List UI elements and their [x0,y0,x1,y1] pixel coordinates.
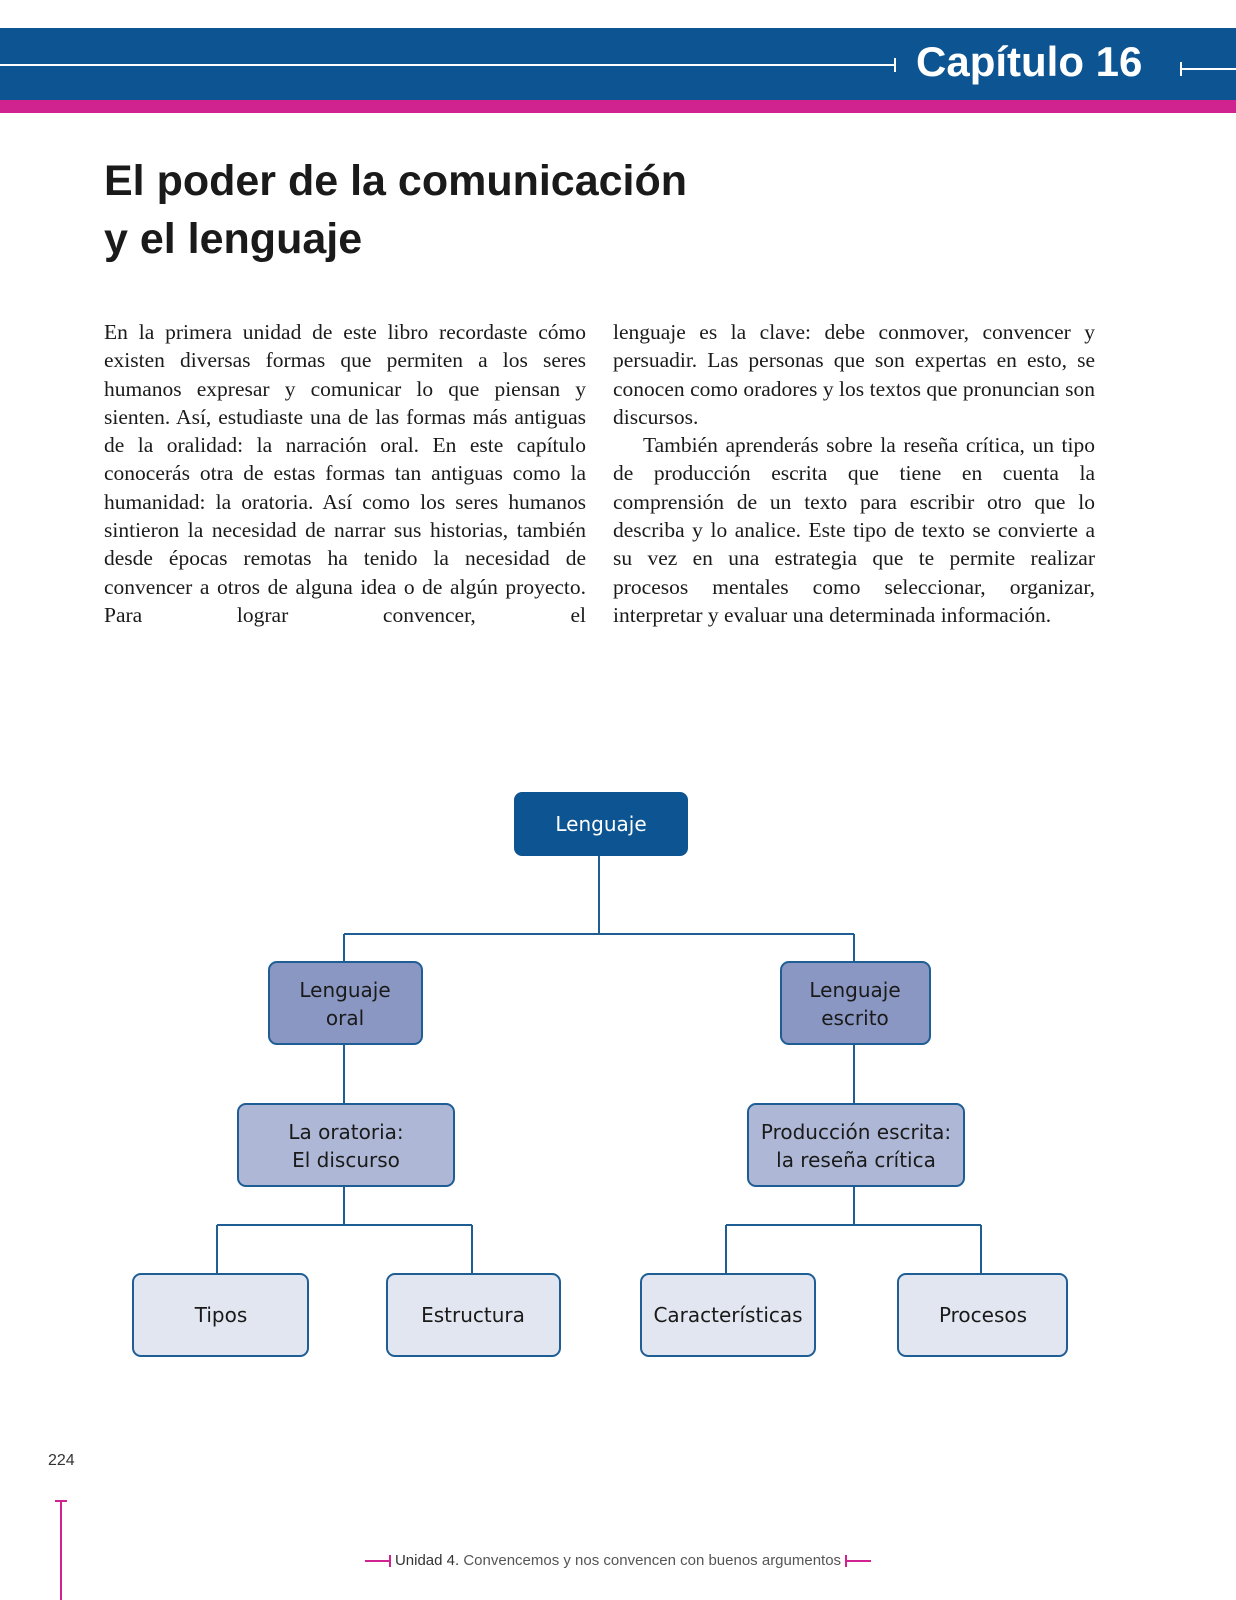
node-caracteristicas-label: Características [653,1303,803,1327]
node-lenguaje-escrito-line-1: Lenguaje [809,978,901,1002]
page-number: 224 [48,1452,75,1469]
footer-unit-title: Convencemos y nos convencen con buenos argumentos [463,1552,842,1569]
chapter-label: Capítulo 16 [916,38,1143,85]
node-caracteristicas [641,1274,815,1356]
node-la-oratoria-line-2: El discurso [292,1148,400,1172]
node-lenguaje-escrito [781,962,930,1044]
node-la-oratoria-line-1: La oratoria: [288,1120,404,1144]
node-lenguaje-oral [269,962,422,1044]
footer-rule-right [845,1560,871,1562]
body-paragraph-1-part-2: lenguaje es la clave: debe conmover, convencer y persuadir. Las personas que son expertas en esto, se conocen como oradores y los textos que pronuncian son discursos. [613,320,1095,429]
node-lenguaje-oral-line-2: oral [325,1006,365,1030]
concept-map-connectors [217,856,981,1274]
node-root-label: Lenguaje [555,812,647,836]
node-estructura-label: Estructura [421,1303,525,1327]
node-tipos-label: Tipos [194,1303,248,1327]
node-procesos-label: Procesos [938,1303,1028,1327]
footer-unit-label: Unidad 4. [394,1552,460,1569]
node-root [514,792,688,856]
running-footer [0,1552,1236,1569]
page-title-line-1: El poder de la comunicación [104,157,688,205]
page-margin-marker [60,1500,62,1600]
node-procesos [898,1274,1067,1356]
node-produccion-escrita-line-2: la reseña crítica [776,1148,936,1172]
node-tipos [133,1274,308,1356]
node-estructura [387,1274,560,1356]
body-paragraph-1-part-1: En la primera unidad de este libro recordaste cómo existen diversas formas que permiten a los seres humanos expresar y comunicar lo que piensan y sienten. Así, estudiaste una de las formas más antiguas de la oralidad: la narración oral. En este capítulo conocerás otra de estas formas tan antiguas como la humanidad: la oratoria. Así como los seres humanos sintieron la necesidad de narrar sus historias, también desde épocas remotas ha tenido la necesidad de convencer a otros de alguna idea o de algún proyecto. Para lograr convencer, el [104,320,586,627]
page-title-line-2: y el lenguaje [104,215,363,263]
node-produccion-escrita-line-1: Producción escrita: [760,1120,952,1144]
node-lenguaje-oral-line-1: Lenguaje [299,978,391,1002]
footer-rule-left [365,1560,391,1562]
node-produccion-escrita [748,1104,964,1186]
body-paragraph-2: También aprenderás sobre la reseña crítica, un tipo de producción escrita que tiene en cuenta la comprensión de un texto para escribir otro que lo describa y lo analice. Este tipo de texto se convierte a su vez en una estrategia que te permite realizar procesos mentales como seleccionar, organizar, interpretar y evaluar una determinada información. [613,433,1095,627]
node-la-oratoria [238,1104,454,1186]
node-lenguaje-escrito-line-2: escrito [821,1006,889,1030]
